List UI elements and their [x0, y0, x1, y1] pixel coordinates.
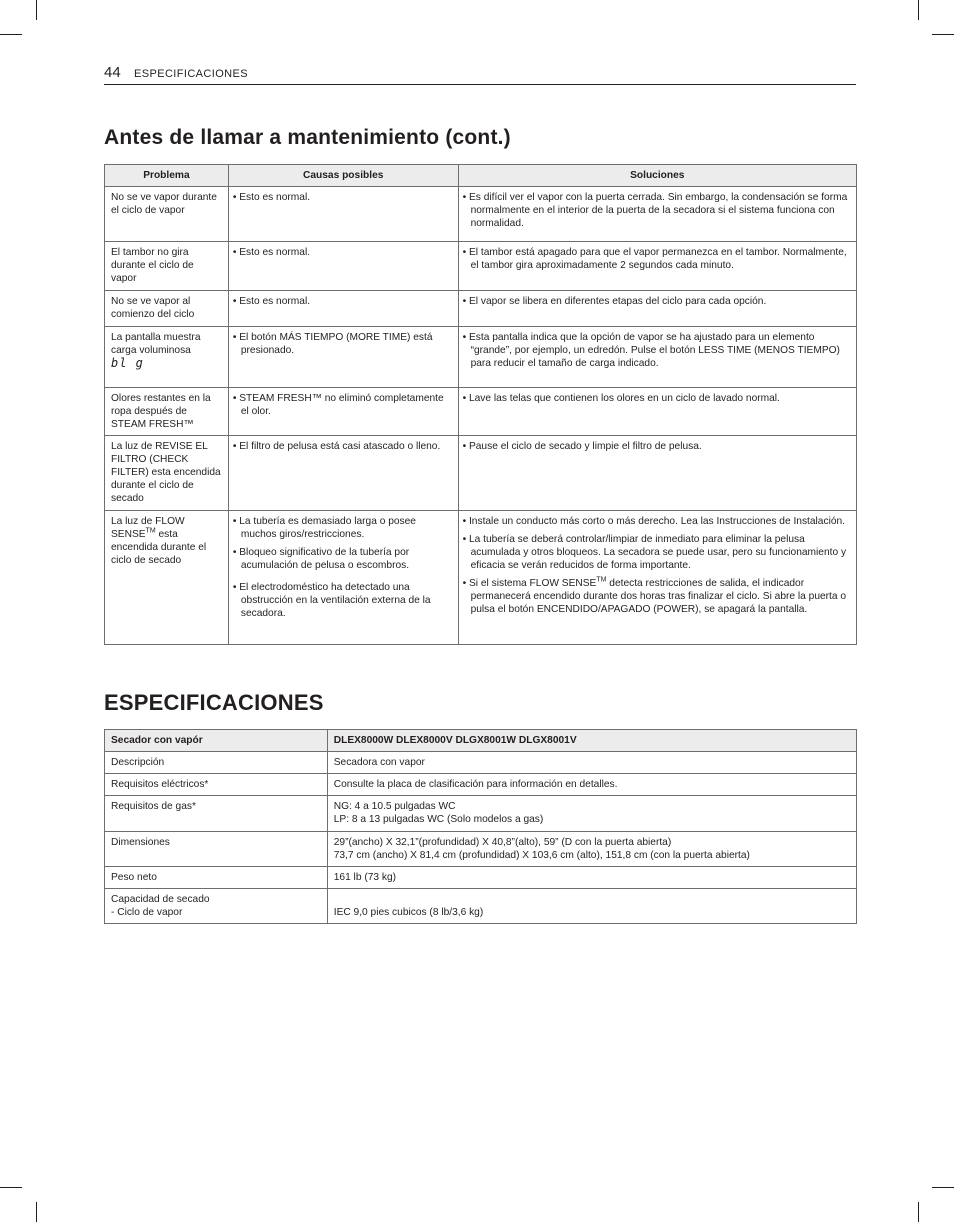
trademark-mark: TM — [145, 527, 156, 535]
solution-item: • Lave las telas que contienen los olores en un ciclo de lavado normal. — [462, 393, 780, 404]
spec-value: 161 lb (73 kg) — [327, 867, 856, 889]
cause-item: • El electrodoméstico ha detectado una obstrucción en la ventilación externa de la secadora. — [232, 582, 431, 619]
spec-label-line: Capacidad de secado — [111, 894, 210, 905]
cause-item: • STEAM FRESH™ no eliminó completamente el olor. — [232, 393, 444, 417]
trademark-mark: TM — [596, 576, 607, 584]
spec-row — [105, 796, 857, 832]
problem-cell: Olores restantes en la ropa después de STEAM FRESH™ — [105, 388, 229, 436]
spec-value: Consulte la placa de clasificación para información en detalles. — [327, 774, 856, 796]
troubleshooting-title: Antes de llamar a mantenimiento (cont.) — [104, 126, 511, 149]
spec-header-row — [105, 730, 857, 752]
running-title: ESPECIFICACIONES — [134, 68, 248, 80]
spec-value-line: 29”(ancho) X 32,1”(profundidad) X 40,8”(alto), 59” (D con la puerta abierta) — [333, 837, 672, 848]
crop-mark — [932, 1187, 954, 1188]
problem-text: La pantalla muestra carga voluminosa — [111, 332, 201, 356]
crop-mark — [932, 34, 954, 35]
solution-cell — [458, 436, 856, 511]
spec-models: DLEX8000W DLEX8000V DLGX8001W DLGX8001V — [327, 730, 856, 752]
table-row — [105, 511, 857, 645]
solution-item: • Instale un conducto más corto o más derecho. Lea las Instrucciones de Instalación. — [462, 516, 845, 527]
crop-mark — [918, 1202, 919, 1222]
display-code: bl g — [111, 356, 144, 370]
spec-label: Descripción — [105, 752, 328, 774]
spec-value-line: IEC 9,0 pies cubicos (8 lb/3,6 kg) — [333, 907, 484, 918]
table-header-row — [105, 165, 857, 187]
spec-row — [105, 832, 857, 867]
cause-item: • Esto es normal. — [232, 247, 311, 258]
solution-item: • La tubería se deberá controlar/limpiar de inmediato para eliminar la pelusa acumulada y otros bloqueos. La secadora se puede usar, pero su funcionamiento y eficacia se verán reducidos de forma importante. — [462, 534, 847, 571]
solution-cell — [458, 388, 856, 436]
solution-text: • Si el sistema FLOW SENSE — [462, 578, 597, 589]
problem-text: esta encendida durante el ciclo de secado — [111, 529, 207, 566]
table-row — [105, 187, 857, 242]
column-header: Causas posibles — [228, 165, 458, 187]
page-header — [104, 64, 856, 85]
specifications-table — [104, 729, 857, 924]
spec-label: Requisitos de gas* — [105, 796, 328, 832]
spec-row — [105, 889, 857, 924]
troubleshooting-table — [104, 164, 857, 645]
spec-value — [327, 889, 856, 924]
spec-label: Dimensiones — [105, 832, 328, 867]
table-row — [105, 291, 857, 327]
table-row — [105, 388, 857, 436]
solution-item: • Pause el ciclo de secado y limpie el filtro de pelusa. — [462, 441, 702, 452]
cause-item: • Esto es normal. — [232, 296, 311, 307]
specifications-title: ESPECIFICACIONES — [104, 690, 324, 715]
problem-cell: La luz de REVISE EL FILTRO (CHECK FILTER) esta encendida durante el ciclo de secado — [105, 436, 229, 511]
column-header: Problema — [105, 165, 229, 187]
spec-value-line: LP: 8 a 13 pulgadas WC (Solo modelos a gas) — [333, 814, 544, 825]
table-row — [105, 436, 857, 511]
problem-cell — [105, 327, 229, 388]
cause-item: • La tubería es demasiado larga o posee muchos giros/restricciones. — [232, 516, 416, 540]
column-header: Soluciones — [458, 165, 856, 187]
crop-mark — [36, 0, 37, 20]
problem-cell — [105, 511, 229, 645]
solution-cell — [458, 327, 856, 388]
problem-cell: No se ve vapor durante el ciclo de vapor — [105, 187, 229, 242]
problem-cell: El tambor no gira durante el ciclo de vapor — [105, 242, 229, 291]
solution-item: • Es difícil ver el vapor con la puerta cerrada. Sin embargo, la condensación se forma normalmente en el interior de la puerta de la secadora si el sistema funciona con normalidad. — [462, 192, 848, 229]
spec-value: Secadora con vapor — [327, 752, 856, 774]
spec-label: Requisitos eléctricos* — [105, 774, 328, 796]
solution-item — [463, 577, 852, 616]
spec-label-line: - Ciclo de vapor — [111, 907, 183, 918]
spec-row — [105, 867, 857, 889]
crop-mark — [0, 1187, 22, 1188]
crop-mark — [36, 1202, 37, 1222]
cause-cell — [228, 388, 458, 436]
cause-cell — [228, 242, 458, 291]
spec-value-line: NG: 4 a 10.5 pulgadas WC — [333, 801, 456, 812]
spec-value-line: 73,7 cm (ancho) X 81,4 cm (profundidad) X 103,6 cm (alto), 151,8 cm (con la puerta abierta) — [333, 850, 750, 861]
spec-row — [105, 774, 857, 796]
crop-mark — [0, 34, 22, 35]
solution-item: • El vapor se libera en diferentes etapas del ciclo para cada opción. — [462, 296, 767, 307]
cause-item: • Esto es normal. — [232, 192, 311, 203]
cause-item: • El filtro de pelusa está casi atascado o lleno. — [232, 441, 441, 452]
page-number: 44 — [104, 64, 121, 81]
solution-cell — [458, 242, 856, 291]
solution-text: detecta restricciones de salida, el indicador permanecerá encendido durante dos horas tras finalizar el ciclo. Si abre la puerta o pulsa el botón ENCENDIDO/APAGADO (POWER), se apagará la pantalla. — [470, 578, 847, 615]
table-row — [105, 327, 857, 388]
cause-item: • Bloqueo significativo de la tubería por acumulación de pelusa o escombros. — [232, 547, 410, 571]
spec-head-label: Secador con vapór — [105, 730, 328, 752]
cause-cell — [228, 511, 458, 645]
cause-cell — [228, 436, 458, 511]
spec-label — [105, 889, 328, 924]
solution-cell — [458, 291, 856, 327]
cause-cell — [228, 187, 458, 242]
problem-text: La luz de FLOW SENSE — [111, 516, 185, 540]
solution-item: • Esta pantalla indica que la opción de vapor se ha ajustado para un elemento “grande”, por ejemplo, un edredón. Pulse el botón LESS TIME (MENOS TIEMPO) para reducir el tamaño de carga indicado. — [462, 332, 840, 369]
spec-row — [105, 752, 857, 774]
spec-value — [327, 796, 856, 832]
solution-cell — [458, 187, 856, 242]
cause-cell — [228, 327, 458, 388]
cause-cell — [228, 291, 458, 327]
problem-cell: No se ve vapor al comienzo del ciclo — [105, 291, 229, 327]
table-row — [105, 242, 857, 291]
solution-item: • El tambor está apagado para que el vapor permanezca en el tambor. Normalmente, el tambor gira aproximadamente 2 segundos cada minuto. — [462, 247, 847, 271]
cause-item: • El botón MÁS TIEMPO (MORE TIME) está presionado. — [232, 332, 433, 356]
crop-mark — [918, 0, 919, 20]
solution-cell — [458, 511, 856, 645]
spec-value — [327, 832, 856, 867]
spec-label: Peso neto — [105, 867, 328, 889]
